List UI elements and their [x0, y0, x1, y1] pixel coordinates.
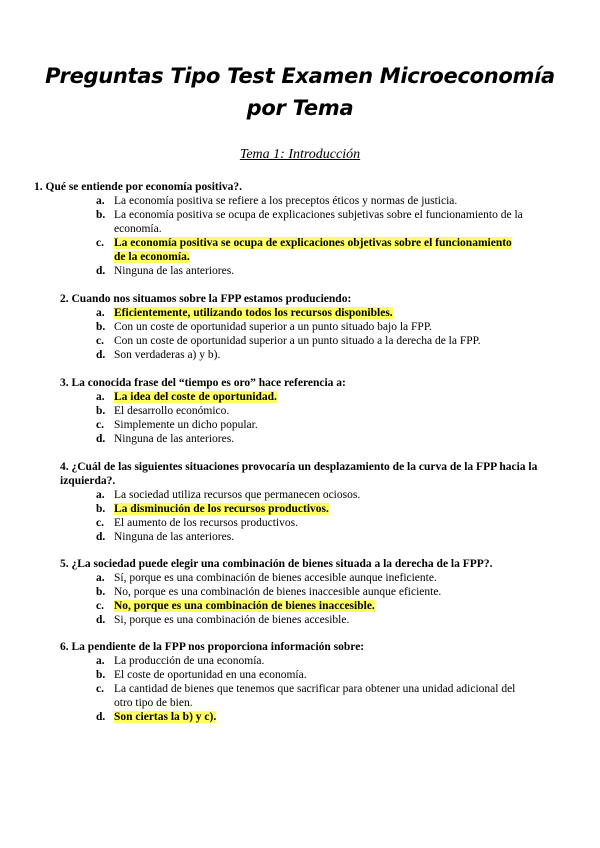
document-title-line-2: por Tema [246, 96, 354, 120]
section-heading [0, 146, 600, 164]
question-text: 4. ¿Cuál de las siguientes situaciones provocaría un desplazamiento de la curva de la FPP hacia la izquierda?. [60, 461, 538, 487]
question-text: 6. La pendiente de la FPP nos proporciona información sobre: [60, 641, 365, 653]
question-text: 2. Cuando nos situamos sobre la FPP estamos produciendo: [60, 293, 352, 305]
question-text: 1. Qué se entiende por economía positiva?. [34, 181, 243, 193]
document-title-line-1: Preguntas Tipo Test Examen Microeconomía [45, 64, 555, 88]
question-text: 5. ¿La sociedad puede elegir una combinación de bienes situada a la derecha de la FPP?. [60, 558, 493, 570]
section-heading-text: Tema 1: Introducción [239, 147, 361, 162]
document-page: Preguntas Tipo Test Examen Microeconomía por Tema Tema 1: Introducción 1. Qué se entiende por economía positiva?. a. La economía positiva se refiere a los preceptos éticos y normas de justicia. b. La economía positiva se ocupa de explicaciones subjetivas sobre el funcionamiento de la economía. c. La economía positiva se ocupa de explicaciones objetivas sobre el funcionamiento de la economía. d. Ninguna de las anteriores. 2. Cuando nos situamos sobre la FPP estamos produciendo: a. Eficientemente, utilizando todos los recursos disponibles. b. Con un coste de oportunidad superior a un punto situado bajo la FPP. c. Con un coste de oportunidad superior a un punto situado a la derecha de la FPP. d. Son verdaderas a) y b). 3. La conocida frase del “tiempo es oro” hace referencia a: a. La idea del coste de oportunidad. b. El desarrollo económico. c. Simplemente un dicho popular. d. Ninguna de las anteriores. 4. ¿Cuál de las siguientes situaciones provocaría un desplazamiento de la curva de la FPP hacia la izquierda?. a. La sociedad utiliza recursos que permanecen ociosos. b. La disminución de los recursos productivos. c. El aumento de los recursos productivos. d. Ninguna de las anteriores. 5. ¿La sociedad puede elegir una combinación de bienes situada a la derecha de la FPP?. a. Sí, porque es una combinación de bienes accesible aunque ineficiente. b. No, porque es una combinación de bienes inaccesible aunque eficiente. c. No, porque es una combinación de bienes inaccesible. d. Si, porque es una combinación de bienes accesible. 6. La pendiente de la FPP nos proporciona información sobre: a. La producción de una economía. b. El coste de oportunidad en una economía. c. La cantidad de bienes que tenemos que sacrificar para obtener una unidad adicional del otro tipo de bien. d. Son ciertas la b) y c). [0, 0, 600, 848]
question-text: 3. La conocida frase del “tiempo es oro” hace referencia a: [60, 377, 346, 389]
